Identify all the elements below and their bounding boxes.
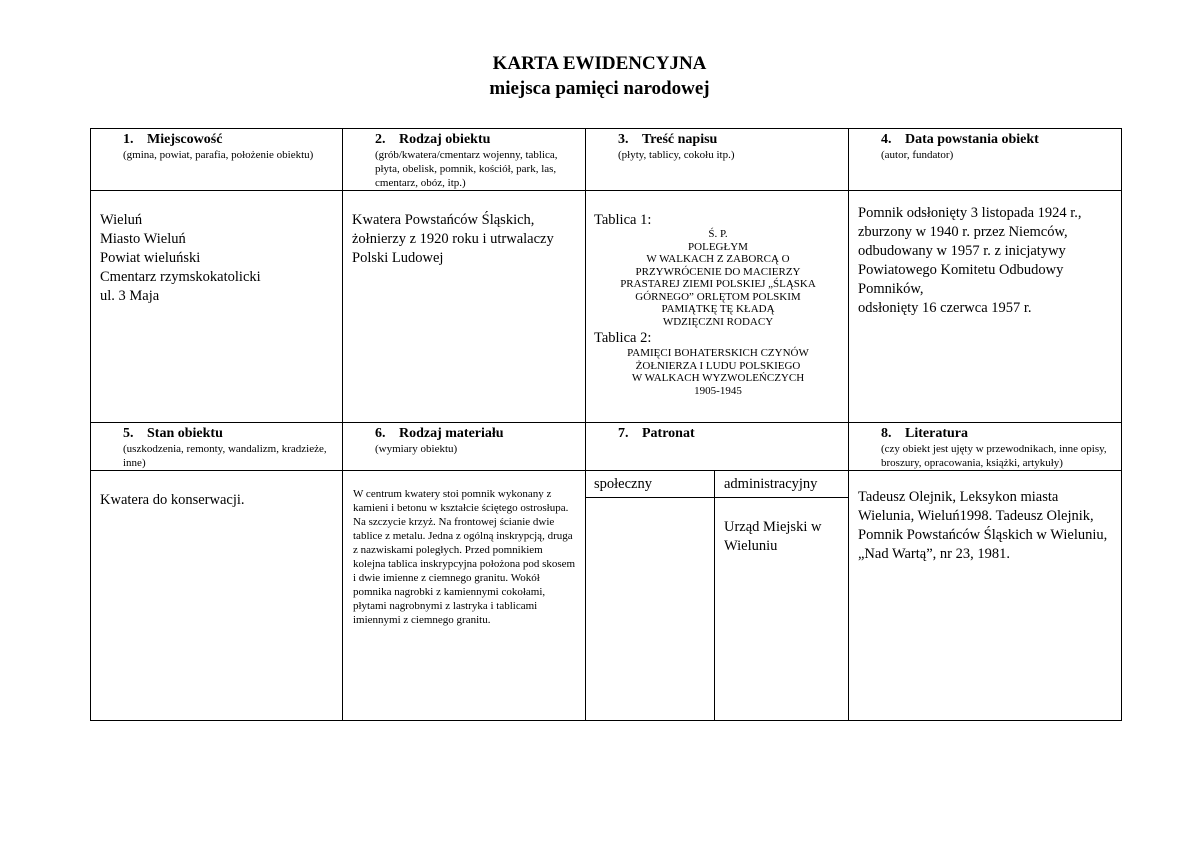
miejscowosc-line: Cmentarz rzymskokatolicki [100, 269, 261, 285]
patronat-divider-vertical [714, 471, 715, 720]
header-row-top [91, 129, 1122, 191]
inscription-line: PAMIĘCI BOHATERSKICH CZYNÓW [627, 347, 809, 359]
tablica-2-inscription [594, 347, 842, 397]
cell-literatura [849, 471, 1122, 721]
inscription-line: PRZYWRÓCENIE DO MACIERZY [635, 265, 801, 278]
content-row-bottom [91, 471, 1122, 721]
inscription-line: W WALKACH Z ZABORCĄ O [646, 253, 790, 265]
record-table [90, 128, 1122, 721]
inscription-line: WDZIĘCZNI RODACY [662, 315, 774, 328]
data-powstania-text-2: odsłonięty 16 czerwca 1957 r. [858, 300, 1032, 316]
cell-miejscowosc [91, 191, 343, 423]
miejscowosc-lines [91, 191, 342, 306]
tablica-1-label: Tablica 1: [594, 212, 652, 228]
patronat-administracyjny-label: administracyjny [724, 476, 818, 492]
patronat-divider-horizontal [586, 497, 848, 498]
document-subtitle: miejsca pamięci narodowej [489, 78, 710, 99]
rodzaj-obiektu-text: Kwatera Powstańców Śląskich, żołnierzy z 1920 roku i utrwalaczy Polski Ludowej [352, 212, 554, 266]
header-miejscowosc: 1. Miejscowość (gmina, powiat, parafia, położenie obiektu) [91, 129, 343, 191]
content-row-top [91, 191, 1122, 423]
cell-rodzaj-materialu [343, 471, 586, 721]
stan-obiektu-text: Kwatera do konserwacji. [100, 492, 245, 508]
data-powstania-text: Pomnik odsłonięty 3 listopada 1924 r., zburzony w 1940 r. przez Niemców, odbudowany w 1957 r. z inicjatywy Powiatowego Komitetu Odbudowy Pomników, [858, 205, 1082, 297]
header-literatura: 8. Literatura (czy obiekt jest ujęty w przewodnikach, inne opisy, broszury, opracowania, książki, artykuły) [849, 423, 1122, 471]
tablica-1-inscription [594, 228, 842, 328]
cell-stan-obiektu [91, 471, 343, 721]
rodzaj-materialu-text: W centrum kwatery stoi pomnik wykonany z kamieni i betonu w kształcie ściętego ostrosłupa. Na szczycie krzyż. Na frontowej ścianie dwie tablice z metalu. Jedna z ogólną inskrypcją, druga z nazwiskami poległych. Przed pomnikiem kolejna tablica inskrypcyjna położona pod skosem i dwie imienne z ciemnego granitu. Wokół pomnika nagrobki z kamiennymi cokołami, płytami nagrobnymi z lastryka i tablicami imiennymi z ciemnego granitu. [353, 488, 576, 626]
miejscowosc-line: ul. 3 Maja [100, 288, 160, 304]
patronat-administracyjny-value: Urząd Miejski w Wieluniu [724, 519, 822, 554]
miejscowosc-line: Miasto Wieluń [100, 231, 186, 247]
inscription-line: ŻOŁNIERZA I LUDU POLSKIEGO [635, 359, 801, 372]
inscription-line: POLEGŁYM [688, 240, 748, 253]
miejscowosc-line: Wieluń [100, 212, 143, 228]
inscription-line: PAMIĄTKĘ TĘ KŁADĄ [661, 303, 775, 315]
cell-tresc-napisu [586, 191, 849, 423]
header-tresc-napisu: 3. Treść napisu (płyty, tablicy, cokołu itp.) [586, 129, 849, 191]
header-row-bottom [91, 423, 1122, 471]
header-data-powstania: 4. Data powstania obiekt (autor, fundator) [849, 129, 1122, 191]
inscription-line: Ś. P. [708, 228, 728, 240]
cell-rodzaj-obiektu [343, 191, 586, 423]
literatura-text: Tadeusz Olejnik, Leksykon miasta Wielunia, Wieluń1998. Tadeusz Olejnik, Pomnik Powstańców Śląskich w Wieluniu, „Nad Wartą”, nr 23, 1981. [858, 489, 1108, 562]
header-rodzaj-obiektu: 2. Rodzaj obiektu (grób/kwatera/cmentarz wojenny, tablica, płyta, obelisk, pomnik, kościół, park, las, cmentarz, obóz, itp.) [343, 129, 586, 191]
inscription-line: PRASTAREJ ZIEMI POLSKIEJ „ŚLĄSKA [620, 278, 816, 290]
cell-data-powstania [849, 191, 1122, 423]
inscription-line: GÓRNEGO” ORLĘTOM POLSKIM [635, 290, 801, 303]
header-rodzaj-materialu: 6. Rodzaj materiału (wymiary obiektu) [343, 423, 586, 471]
document-title: KARTA EWIDENCYJNA [492, 53, 707, 74]
header-stan-obiektu: 5. Stan obiektu (uszkodzenia, remonty, wandalizm, kradzieże, inne) [91, 423, 343, 471]
header-patronat: 7. Patronat [586, 423, 849, 471]
patronat-spoleczny-label: społeczny [594, 476, 652, 492]
miejscowosc-line: Powiat wieluński [100, 250, 201, 266]
inscription-line: 1905-1945 [694, 384, 742, 397]
cell-patronat [586, 471, 849, 721]
inscription-line: W WALKACH WYZWOLEŃCZYCH [631, 372, 805, 384]
tablica-2-label: Tablica 2: [594, 330, 652, 346]
